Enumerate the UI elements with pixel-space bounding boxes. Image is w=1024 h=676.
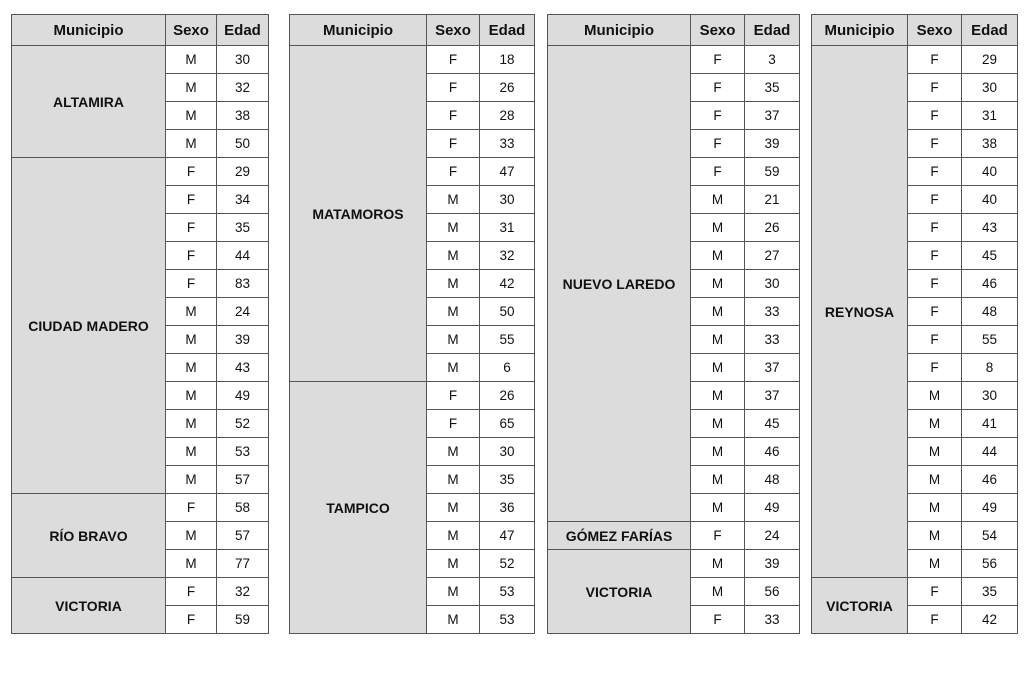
header-edad: Edad	[962, 15, 1018, 46]
edad-cell: 59	[745, 158, 800, 186]
sexo-cell: M	[691, 186, 745, 214]
sexo-cell: M	[166, 298, 217, 326]
edad-cell: 32	[217, 578, 269, 606]
edad-cell: 39	[745, 550, 800, 578]
sexo-cell: M	[166, 466, 217, 494]
sexo-cell: F	[691, 130, 745, 158]
edad-cell: 47	[480, 158, 535, 186]
sexo-cell: F	[691, 522, 745, 550]
table-row	[812, 46, 1018, 74]
edad-cell: 48	[745, 466, 800, 494]
sexo-cell: M	[427, 242, 480, 270]
municipio-cell: NUEVO LAREDO	[548, 46, 691, 522]
header-sexo: Sexo	[427, 15, 480, 46]
sexo-cell: M	[691, 466, 745, 494]
edad-cell: 28	[480, 102, 535, 130]
edad-cell: 57	[217, 522, 269, 550]
sexo-cell: M	[427, 354, 480, 382]
table-row	[812, 578, 1018, 606]
sexo-cell: M	[166, 410, 217, 438]
edad-cell: 56	[745, 578, 800, 606]
table-row	[12, 494, 269, 522]
sexo-cell: F	[908, 102, 962, 130]
table-row	[290, 46, 535, 74]
edad-cell: 57	[217, 466, 269, 494]
edad-cell: 53	[217, 438, 269, 466]
edad-cell: 35	[217, 214, 269, 242]
municipio-cell: VICTORIA	[548, 550, 691, 634]
edad-cell: 35	[480, 466, 535, 494]
edad-cell: 24	[217, 298, 269, 326]
edad-cell: 42	[962, 606, 1018, 634]
edad-cell: 44	[217, 242, 269, 270]
edad-cell: 32	[480, 242, 535, 270]
data-table-1	[11, 14, 269, 634]
sexo-cell: F	[166, 242, 217, 270]
sexo-cell: M	[908, 410, 962, 438]
edad-cell: 53	[480, 606, 535, 634]
edad-cell: 26	[745, 214, 800, 242]
edad-cell: 6	[480, 354, 535, 382]
sexo-cell: F	[908, 326, 962, 354]
sexo-cell: M	[427, 298, 480, 326]
edad-cell: 44	[962, 438, 1018, 466]
sexo-cell: M	[427, 522, 480, 550]
sexo-cell: M	[908, 550, 962, 578]
edad-cell: 48	[962, 298, 1018, 326]
edad-cell: 33	[745, 298, 800, 326]
municipio-cell: VICTORIA	[812, 578, 908, 634]
edad-cell: 43	[217, 354, 269, 382]
sexo-cell: M	[908, 494, 962, 522]
sexo-cell: M	[166, 354, 217, 382]
sexo-cell: F	[908, 214, 962, 242]
sexo-cell: M	[166, 382, 217, 410]
table-row	[290, 382, 535, 410]
sexo-cell: M	[691, 578, 745, 606]
municipio-cell: MATAMOROS	[290, 46, 427, 382]
edad-cell: 18	[480, 46, 535, 74]
municipio-cell: REYNOSA	[812, 46, 908, 578]
sexo-cell: M	[908, 522, 962, 550]
edad-cell: 34	[217, 186, 269, 214]
header-sexo: Sexo	[166, 15, 217, 46]
sexo-cell: M	[691, 242, 745, 270]
sexo-cell: F	[427, 410, 480, 438]
edad-cell: 30	[217, 46, 269, 74]
edad-cell: 42	[480, 270, 535, 298]
sexo-cell: M	[691, 550, 745, 578]
sexo-cell: M	[427, 438, 480, 466]
sexo-cell: F	[427, 382, 480, 410]
sexo-cell: F	[427, 102, 480, 130]
edad-cell: 36	[480, 494, 535, 522]
edad-cell: 40	[962, 158, 1018, 186]
sexo-cell: M	[691, 410, 745, 438]
edad-cell: 27	[745, 242, 800, 270]
sexo-cell: M	[166, 46, 217, 74]
sexo-cell: M	[908, 438, 962, 466]
edad-cell: 31	[962, 102, 1018, 130]
sexo-cell: F	[166, 606, 217, 634]
edad-cell: 49	[745, 494, 800, 522]
table-row	[12, 158, 269, 186]
sexo-cell: F	[691, 74, 745, 102]
edad-cell: 65	[480, 410, 535, 438]
edad-cell: 37	[745, 354, 800, 382]
sexo-cell: M	[427, 214, 480, 242]
edad-cell: 47	[480, 522, 535, 550]
edad-cell: 38	[962, 130, 1018, 158]
sexo-cell: M	[427, 606, 480, 634]
edad-cell: 77	[217, 550, 269, 578]
sexo-cell: M	[427, 186, 480, 214]
municipio-cell: VICTORIA	[12, 578, 166, 634]
edad-cell: 43	[962, 214, 1018, 242]
sexo-cell: F	[908, 46, 962, 74]
table-row	[12, 46, 269, 74]
edad-cell: 40	[962, 186, 1018, 214]
sexo-cell: F	[691, 46, 745, 74]
sexo-cell: M	[691, 354, 745, 382]
edad-cell: 41	[962, 410, 1018, 438]
edad-cell: 37	[745, 382, 800, 410]
edad-cell: 37	[745, 102, 800, 130]
sexo-cell: F	[908, 242, 962, 270]
edad-cell: 38	[217, 102, 269, 130]
sexo-cell: F	[691, 158, 745, 186]
edad-cell: 52	[480, 550, 535, 578]
edad-cell: 59	[217, 606, 269, 634]
header-municipio: Municipio	[290, 15, 427, 46]
sexo-cell: M	[691, 494, 745, 522]
sexo-cell: F	[908, 158, 962, 186]
sexo-cell: M	[908, 466, 962, 494]
sexo-cell: F	[691, 102, 745, 130]
sexo-cell: F	[908, 74, 962, 102]
table-row	[12, 578, 269, 606]
data-table-3	[547, 14, 800, 634]
sexo-cell: F	[427, 158, 480, 186]
edad-cell: 46	[745, 438, 800, 466]
edad-cell: 52	[217, 410, 269, 438]
edad-cell: 53	[480, 578, 535, 606]
sexo-cell: M	[166, 522, 217, 550]
edad-cell: 58	[217, 494, 269, 522]
sexo-cell: F	[908, 186, 962, 214]
edad-cell: 33	[745, 606, 800, 634]
header-municipio: Municipio	[548, 15, 691, 46]
sexo-cell: M	[427, 466, 480, 494]
header-row	[548, 15, 800, 46]
edad-cell: 46	[962, 270, 1018, 298]
sexo-cell: F	[166, 270, 217, 298]
edad-cell: 35	[745, 74, 800, 102]
sexo-cell: M	[427, 494, 480, 522]
header-municipio: Municipio	[12, 15, 166, 46]
edad-cell: 26	[480, 74, 535, 102]
sexo-cell: F	[166, 578, 217, 606]
edad-cell: 45	[745, 410, 800, 438]
municipio-cell: GÓMEZ FARÍAS	[548, 522, 691, 550]
edad-cell: 49	[962, 494, 1018, 522]
edad-cell: 30	[480, 186, 535, 214]
sexo-cell: M	[166, 438, 217, 466]
edad-cell: 30	[962, 74, 1018, 102]
edad-cell: 49	[217, 382, 269, 410]
data-table-4	[811, 14, 1018, 634]
sexo-cell: M	[691, 270, 745, 298]
edad-cell: 30	[480, 438, 535, 466]
edad-cell: 31	[480, 214, 535, 242]
sexo-cell: F	[166, 158, 217, 186]
sexo-cell: F	[691, 606, 745, 634]
table-row	[548, 550, 800, 578]
edad-cell: 29	[217, 158, 269, 186]
edad-cell: 55	[962, 326, 1018, 354]
header-row	[290, 15, 535, 46]
edad-cell: 39	[745, 130, 800, 158]
data-table-2	[289, 14, 535, 634]
sexo-cell: F	[908, 270, 962, 298]
municipio-cell: CIUDAD MADERO	[12, 158, 166, 494]
sexo-cell: M	[166, 102, 217, 130]
edad-cell: 24	[745, 522, 800, 550]
sexo-cell: M	[166, 326, 217, 354]
sexo-cell: M	[427, 326, 480, 354]
edad-cell: 54	[962, 522, 1018, 550]
edad-cell: 50	[480, 298, 535, 326]
edad-cell: 35	[962, 578, 1018, 606]
sexo-cell: M	[166, 74, 217, 102]
header-edad: Edad	[745, 15, 800, 46]
municipio-cell: ALTAMIRA	[12, 46, 166, 158]
edad-cell: 26	[480, 382, 535, 410]
sexo-cell: M	[691, 326, 745, 354]
sexo-cell: M	[427, 550, 480, 578]
edad-cell: 30	[962, 382, 1018, 410]
edad-cell: 46	[962, 466, 1018, 494]
edad-cell: 83	[217, 270, 269, 298]
table-row	[548, 46, 800, 74]
sexo-cell: M	[166, 130, 217, 158]
sexo-cell: M	[166, 550, 217, 578]
table-row	[548, 522, 800, 550]
sexo-cell: M	[691, 298, 745, 326]
edad-cell: 29	[962, 46, 1018, 74]
header-sexo: Sexo	[908, 15, 962, 46]
sexo-cell: M	[691, 214, 745, 242]
header-row	[12, 15, 269, 46]
sexo-cell: F	[427, 130, 480, 158]
header-edad: Edad	[480, 15, 535, 46]
sexo-cell: M	[691, 382, 745, 410]
sexo-cell: F	[908, 606, 962, 634]
sexo-cell: F	[166, 494, 217, 522]
sexo-cell: M	[427, 270, 480, 298]
edad-cell: 45	[962, 242, 1018, 270]
header-sexo: Sexo	[691, 15, 745, 46]
sexo-cell: F	[908, 130, 962, 158]
sexo-cell: F	[166, 214, 217, 242]
sexo-cell: F	[908, 298, 962, 326]
municipio-cell: RÍO BRAVO	[12, 494, 166, 578]
edad-cell: 50	[217, 130, 269, 158]
header-edad: Edad	[217, 15, 269, 46]
sexo-cell: F	[908, 578, 962, 606]
edad-cell: 3	[745, 46, 800, 74]
header-municipio: Municipio	[812, 15, 908, 46]
sexo-cell: F	[427, 46, 480, 74]
municipio-cell: TAMPICO	[290, 382, 427, 634]
edad-cell: 55	[480, 326, 535, 354]
edad-cell: 33	[480, 130, 535, 158]
edad-cell: 32	[217, 74, 269, 102]
edad-cell: 39	[217, 326, 269, 354]
sexo-cell: M	[427, 578, 480, 606]
sexo-cell: F	[427, 74, 480, 102]
edad-cell: 33	[745, 326, 800, 354]
sexo-cell: M	[691, 438, 745, 466]
edad-cell: 21	[745, 186, 800, 214]
edad-cell: 30	[745, 270, 800, 298]
edad-cell: 8	[962, 354, 1018, 382]
header-row	[812, 15, 1018, 46]
edad-cell: 56	[962, 550, 1018, 578]
sexo-cell: M	[908, 382, 962, 410]
sexo-cell: F	[166, 186, 217, 214]
sexo-cell: F	[908, 354, 962, 382]
